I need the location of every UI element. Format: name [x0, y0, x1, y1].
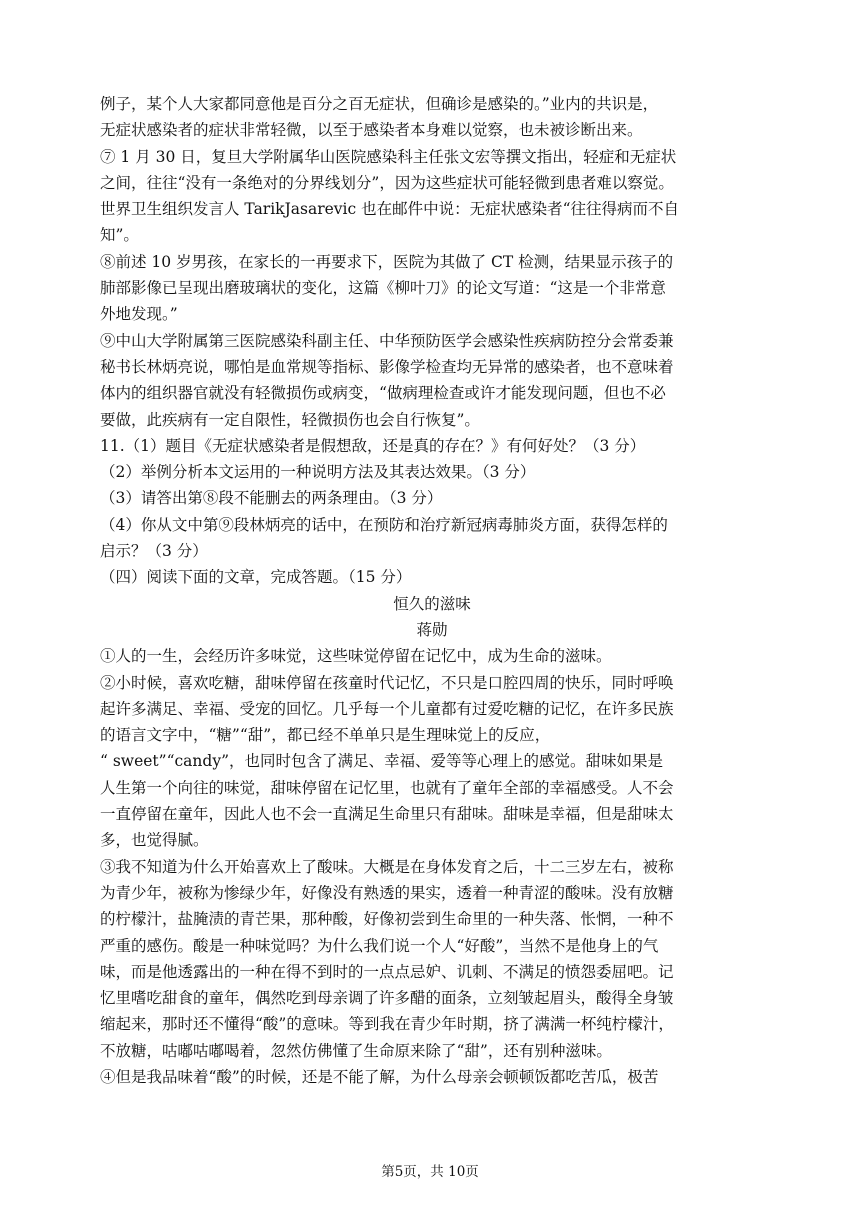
- article-author: 蒋勋: [416, 620, 448, 639]
- text-line: 无症状感染者的症状非常轻微，以至于感染者本身难以觉察，也未被诊断出来。: [100, 121, 643, 140]
- text-line: ③我不知道为什么开始喜欢上了酸味。大概是在身体发育之后，十二三岁左右，被称: [100, 857, 674, 876]
- text-line: ①人的一生，会经历许多味觉，这些味觉停留在记忆中，成为生命的滋味。: [100, 647, 612, 666]
- page-footer: 第5页，共 10页: [381, 1164, 479, 1180]
- question-line: 11.（1）题目《无症状感染者是假想敌，还是真的存在？》有何好处？（3 分）: [100, 436, 646, 455]
- text-line: 一直停留在童年，因此人也不会一直满足生命里只有甜味。甜味是幸福，但是甜味太: [100, 805, 674, 824]
- text-line: 的柠檬汁，盐腌渍的青芒果，那种酸，好像初尝到生命里的一种失落、怅惘，一种不: [100, 910, 674, 929]
- text-line: 肺部影像已呈现出磨玻璃状的变化，这篇《柳叶刀》的论文写道：“这是一个非常意: [100, 279, 666, 298]
- text-line: 的语言文字中，“糖”“甜”，都已经不单单只是生理味觉上的反应，: [100, 726, 551, 745]
- text-line: 知”。: [100, 226, 139, 245]
- question-line: （4）你从文中第⑨段林炳亮的话中，在预防和治疗新冠病毒肺炎方面，获得怎样的: [100, 515, 668, 534]
- text-line: 为青少年，被称为惨绿少年，好像没有熟透的果实，透着一种青涩的酸味。没有放糖: [100, 883, 674, 902]
- text-line: 人生第一个向往的味觉，甜味停留在记忆里，也就有了童年全部的幸福感受。人不会: [100, 778, 674, 797]
- article-title: 恒久的滋味: [393, 594, 471, 613]
- text-line: 体内的组织器官就没有轻微损伤或病变，“做病理检查或许才能发现问题，但也不必: [100, 384, 666, 403]
- text-line: ②小时候，喜欢吃糖，甜味停留在孩童时代记忆，不只是口腔四周的快乐，同时呼唤: [100, 673, 674, 692]
- text-line: 不放糖，咕嘟咕嘟喝着，忽然仿佛懂了生命原来除了“甜”，还有别种滋味。: [100, 1041, 612, 1060]
- text-line: 缩起来，那时还不懂得“酸”的意味。等到我在青少年时期，挤了满满一杯纯柠檬汁，: [100, 1015, 674, 1034]
- text-line: ④但是我品味着“酸”的时候，还是不能了解，为什么母亲会顿顿饭都吃苦瓜，极苦: [100, 1067, 659, 1086]
- text-line: 世界卫生组织发言人 TarikJasarevic 也在邮件中说：无症状感染者“往往得病而不自: [100, 200, 680, 219]
- text-line: 严重的感伤。酸是一种味觉吗？为什么我们说一个人“好酸”，当然不是他身上的气: [100, 936, 659, 955]
- text-line: 例子，某个人大家都同意他是百分之百无症状，但确诊是感染的。”业内的共识是，: [100, 95, 659, 113]
- question-line: （3）请答出第⑧段不能删去的两条理由。（3 分）: [100, 489, 443, 508]
- section-heading: （四）阅读下面的文章，完成答题。（15 分）: [100, 568, 412, 587]
- text-line: 外地发现。”: [100, 305, 178, 324]
- text-line: 秘书长林炳亮说，哪怕是血常规等指标、影像学检查均无异常的感染者，也不意味着: [100, 357, 674, 376]
- text-line: 之间，往往“没有一条绝对的分界线划分”，因为这些症状可能轻微到患者难以察觉。: [100, 173, 674, 192]
- question-line: （2）举例分析本文运用的一种说明方法及其表达效果。（3 分）: [100, 463, 536, 482]
- document-body: [100, 91, 764, 1090]
- text-line: ⑧前述 10 岁男孩，在家长的一再要求下，医院为其做了 CT 检测，结果显示孩子的: [100, 252, 674, 271]
- text-line: ⑦ 1 月 30 日，复旦大学附属华山医院感染科主任张文宏等撰文指出，轻症和无症状: [100, 147, 677, 166]
- text-line: 要做，此疾病有一定自限性，轻微损伤也会自行恢复”。: [100, 410, 480, 429]
- text-line: ⑨中山大学附属第三医院感染科副主任、中华预防医学会感染性疾病防控分会常委兼: [100, 331, 674, 350]
- question-line: 启示？（3 分）: [100, 542, 208, 561]
- text-line: 忆里嗜吃甜食的童年，偶然吃到母亲调了许多醋的面条，立刻皱起眉头，酸得全身皱: [100, 989, 674, 1008]
- text-line: “ sweet”“candy”，也同时包含了满足、幸福、爱等等心理上的感觉。甜味如果是: [100, 752, 664, 771]
- text-line: 起许多满足、幸福、受宠的回忆。几乎每一个儿童都有过爱吃糖的记忆，在许多民族: [100, 699, 674, 718]
- text-line: 味，而是他透露出的一种在得不到时的一点点忌妒、讥刺、不满足的愤怨委屈吧。记: [100, 962, 674, 981]
- text-line: 多，也觉得腻。: [100, 831, 209, 850]
